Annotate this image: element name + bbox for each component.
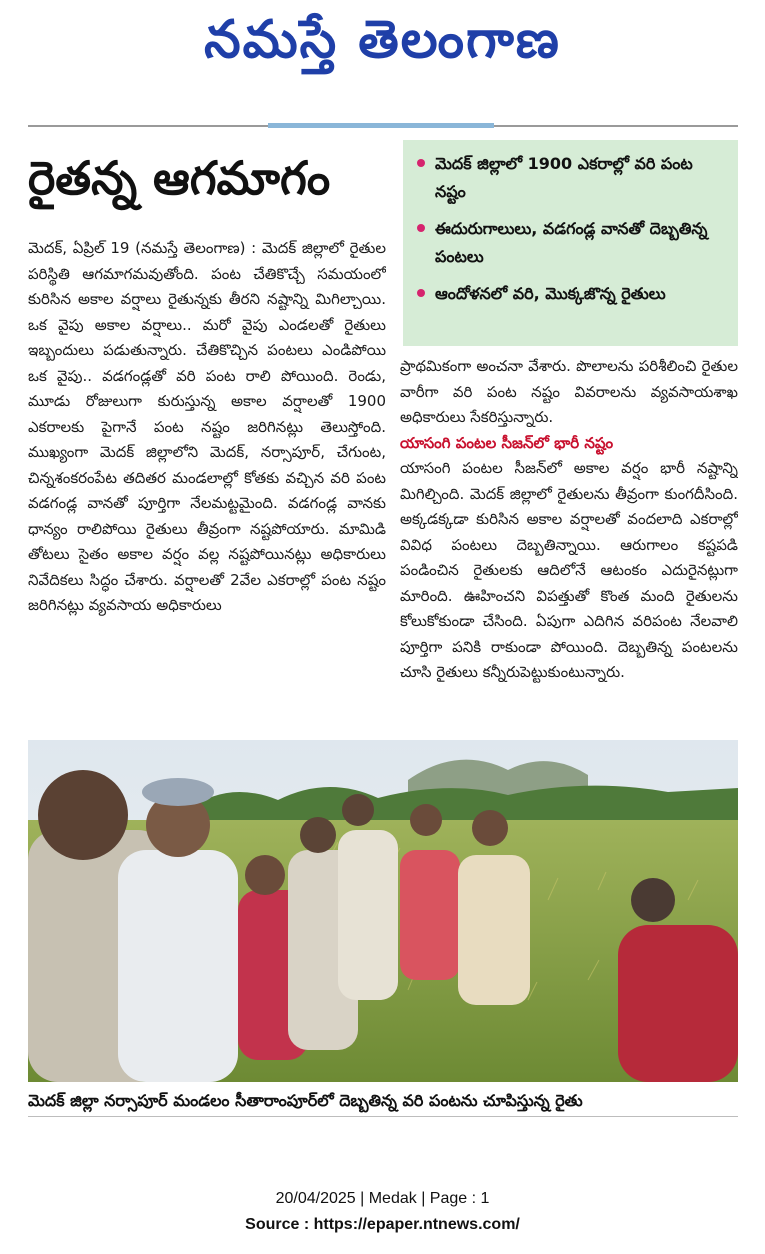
bullet-icon: [417, 289, 425, 297]
newspaper-logo: నమస్తే తెలంగాణ: [204, 10, 561, 70]
highlight-text: ఈదురుగాలులు, వడగండ్ల వానతో దెబ్బతిన్న పంటలు: [435, 219, 708, 266]
highlight-item: [417, 280, 726, 308]
highlight-item: [417, 150, 726, 206]
highlight-item: [417, 215, 726, 271]
article-headline: రైతన్న ఆగమాగం: [28, 151, 331, 205]
article-subhead: యాసంగి పంటల సీజన్‌లో భారీ నష్టం: [400, 433, 614, 452]
field-photo-illustration: [28, 740, 738, 1082]
cropped-text-strip: [28, 96, 738, 108]
header-rule-accent: [268, 123, 494, 128]
article-body-right-top: ప్రాథమికంగా అంచనా వేశారు. పొలాలను పరిశీలించి రైతుల వారీగా వరి పంట నష్టం వివరాలను వ్యవసాయశాఖ అధికారులు సేకరిస్తున్నారు.: [400, 357, 738, 426]
photo-caption: మెదక్ జిల్లా నర్సాపూర్ మండలం సీతారాంపూర్‌లో దెబ్బతిన్న వరి పంటను చూపిస్తున్న రైతు: [28, 1086, 738, 1117]
bullet-icon: [417, 159, 425, 167]
article-photo: [28, 740, 738, 1082]
footer-edition-info: 20/04/2025 | Medak | Page : 1: [275, 1190, 490, 1207]
masthead: [0, 0, 765, 80]
footer-source-link[interactable]: Source : https://epaper.ntnews.com/: [245, 1216, 520, 1233]
article-body-right-bottom: యాసంగి పంటల సీజన్‌లో అకాల వర్షం భారీ నష్టాన్ని మిగిల్చింది. మెదక్ జిల్లాలో రైతులను తీవ్రంగా కుంగదీసింది. అక్కడక్కడా కురిసిన అకాల వర్షాలతో వందలాది ఎకరాల్లో వివిధ పంటలు దెబ్బతిన్నాయి. ఆరుగాలం కష్టపడి పండించిన రైతులకు ఆదిలోనే ఆటంకం ఎదురైనట్లుగా మారింది. ఊహించని విపత్తుతో కొంత మంది రైతులను కోలుకోకుండా చేసింది. ఏపుగా ఎదిగిన వరిపంట నేలవాలి పూర్తిగా పనికి రాకుండా పోయింది. దెబ్బతిన్న పంటలను చూసి రైతులు కన్నీరుపెట్టుకుంటున్నారు.: [400, 459, 738, 681]
highlights-box: [403, 140, 738, 346]
highlight-text: ఆందోళనలో వరి, మొక్కజొన్న రైతులు: [435, 284, 666, 303]
highlight-text: మెదక్ జిల్లాలో 1900 ఎకరాల్లో వరి పంట నష్టం: [435, 154, 693, 201]
article-body-right: [400, 354, 738, 736]
footer: [0, 1186, 765, 1238]
article-body-left: మెదక్, ఏప్రిల్ 19 (నమస్తే తెలంగాణ) : మెదక్ జిల్లాలో రైతుల పరిస్థితి ఆగమాగమవుతోంది. పంట చేతికొచ్చే సమయంలో కురిసిన అకాల వర్షాలు రైతున్నకు తీరని నష్టాన్ని మిగిల్చాయి. ఒక వైపు అకాల వర్షాలు.. మరో వైపు ఎండలతో రైతులు ఇబ్బందులు పడుతున్నారు. చేతికొచ్చిన పంటలు ఎండిపోయి ఒక వైపు.. వడగండ్లతో వరి పంట రాలి పోయింది. రెండు, మూడు రోజులుగా కురుస్తున్న అకాల వర్షాలతో 1900 ఎకరాలకు పైగానే పంట నష్టం జరిగినట్లు తెలుస్తోంది. ముఖ్యంగా మెదక్ జిల్లాలోని మెదక్, నర్సాపూర్, చేగుంట, చిన్నశంకరంపేట తదితర మండలాల్లో కోతకు వచ్చిన వరి పంట వడగండ్ల వానతో పూర్తిగా నేలమట్టమైంది. వడగండ్ల వానకు ధాన్యం రాలిపోయి రైతులు తీవ్రంగా నష్టపోయారు. మామిడి తోటలు సైతం అకాల వర్షం వల్ల నష్టపోయినట్లు అధికారులు నివేదికలు సిద్ధం చేశారు. వర్షాలతో 2వేల ఎకరాల్లో పంట నష్టం జరిగినట్లు వ్యవసాయ అధికారులు: [28, 239, 386, 614]
bullet-icon: [417, 224, 425, 232]
